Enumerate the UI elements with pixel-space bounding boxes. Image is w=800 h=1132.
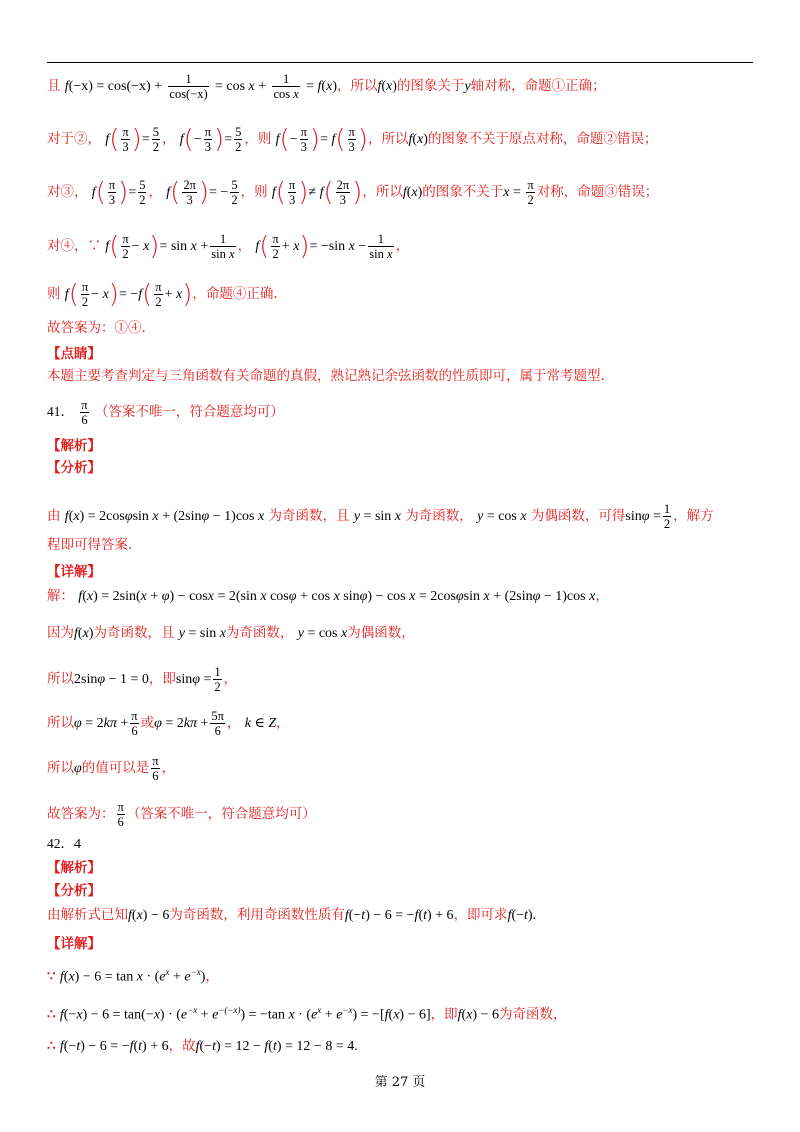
text-fragment: ，即	[148, 671, 176, 687]
text-fragment: 为奇函数，且	[268, 508, 350, 524]
text-lead: 对③，	[47, 184, 88, 200]
dianjing-text: 本题主要考查判定与三角函数有关命题的真假，熟记熟记余弦函数的性质即可，属于常考题型.	[47, 368, 605, 384]
text-lead: 则	[47, 286, 61, 302]
tag-xiangjie-42: 【详解】	[47, 936, 101, 952]
xiangjie-41-line-4: 所以φ = 2kπ + $\frac{\pi}{6}$ 或φ = 2kπ + $\frac{5\pi}{6}$ ， k ∈ Z，	[47, 709, 290, 738]
text-fragment: 因为	[47, 625, 74, 641]
tag-xiangjie-41: 【详解】	[47, 564, 101, 580]
text-fragment: ，故	[168, 1038, 196, 1054]
text-fragment: 为奇函数，	[498, 1006, 567, 1023]
xiangjie-42-line-1: ∵ $f(x) - 6 = \tan x \cdot (e^x + e^{-x})$，	[47, 967, 219, 985]
text-fragment: 为奇函数，	[405, 508, 473, 524]
text-conclusion: ，命题④正确.	[192, 286, 278, 302]
fenxi-42-line: 由解析式已知f(x) − 6为奇函数，利用奇函数性质有f(−t) − 6 = −f(t) + 6，即可求f(−t).	[47, 907, 537, 923]
xiangjie-41-line-1: 解： f(x) = 2sin(x + φ) − cosx = 2(sin x cosφ + cos x sinφ) − cos x = 2cosφsin x + (2sinφ − 1)cos x，	[47, 588, 609, 604]
text-lead: 对④，∵	[47, 238, 101, 254]
text-fragment: 或	[140, 715, 155, 731]
line-proof-3: 对③， f( $\frac{\pi}{3}$ )= $\frac{5}{2}$ ， f( $\frac{2\pi}{3}$ )= − $\frac{5}{2}$ ，则 f( $\frac{\pi}{3}$ )≠ f( $\frac{2\pi}{3}$ )，所以f(x)的图象不关于x = $\frac{\pi}{2}$ 对称，命题③错误；	[47, 177, 659, 208]
fenxi-41-line-2: 程即可得答案.	[47, 537, 133, 553]
xiangjie-41-line-3: 所以2sinφ − 1 = 0，即sinφ = $\frac{1}{2}$ ，	[47, 665, 238, 694]
text-fragment: 解：	[47, 588, 74, 604]
text-fragment: 所以	[47, 715, 74, 731]
line-proof-2: 对于②， f( $\frac{\pi}{3}$ )= $\frac{5}{2}$ ， f(− $\frac{\pi}{3}$ )= $\frac{5}{2}$ ，则 f(− $\frac{\pi}{3}$ )= f( $\frac{\pi}{3}$ )，所以f(x)的图象不关于原点对称，命题②错误；	[47, 124, 658, 155]
question-42-answer	[47, 834, 753, 855]
answer-40: 故答案为：①④.	[47, 320, 146, 336]
text-fragment: 为偶函数，	[347, 625, 415, 641]
answer-value: 4	[74, 837, 81, 852]
text-fragment: 所以	[47, 760, 74, 776]
fenxi-41-line-1: 由 f(x) = 2cosφsin x + (2sinφ − 1)cos x 为奇函数，且 y = sin x 为奇函数， y = cos x 为偶函数，可得sinφ = $\frac{1}{2}$ ，解方	[47, 502, 714, 531]
line-proof-4: 对④，∵ f( $\frac{\pi}{2}$ − x)= sin x + $\frac{1}{\text{sin x}}$ ， f( $\frac{\pi}{2}$ + x)= −sin x − $\frac{1}{\text{sin x}}$ ，	[47, 231, 410, 262]
text-fragment: ，即	[430, 1006, 458, 1023]
tag-jiexi-42: 【解析】	[47, 860, 101, 876]
text-fragment: ，即可求	[453, 907, 508, 923]
question-41-answer: 41． $\frac{\pi}{6}$ （答案不唯一，符合题意均可）	[47, 398, 284, 427]
answer-41: 故答案为： $\frac{\pi}{6}$ （答案不唯一，符合题意均可）	[47, 800, 316, 829]
text-fragment: 为奇函数，利用奇函数性质有	[169, 907, 345, 923]
xiangjie-42-line-2: ∴ $f(-x) - 6 = \tan(-x) \cdot (e^{-x} + e^{-(-x)}) = -\tan$ $x \cdot (e^x + e^{-x}) = -[f(x) - 6]$，即f(x) − 6为奇函数，	[47, 1005, 567, 1023]
tag-fenxi-41: 【分析】	[47, 460, 101, 476]
text-fragment: 为偶函数，可得	[530, 508, 626, 524]
tag-fenxi-42: 【分析】	[47, 883, 101, 899]
xiangjie-41-line-2: 因为f(x)为奇函数，且 y = sin x为奇函数， y = cos x为偶函数，	[47, 625, 415, 641]
text-fragment: 为奇函数，且	[93, 625, 175, 641]
text-fragment: ，解方	[673, 508, 714, 524]
text-fragment: 由解析式已知	[47, 907, 128, 923]
text-fragment: 为奇函数，	[225, 625, 294, 641]
text-lead: 对于②，	[47, 131, 101, 147]
text-fragment: 的值可以是	[81, 760, 150, 776]
text-fragment: 由	[47, 508, 61, 524]
line-proof-1: 且 f(−x) = cos(−x) + $\frac{1}{\cos(-x)}$ = cos x + $\frac{1}{\text{cos x}}$ = f(x)，所以f(x)的图象关于y轴对称，命题①正确；	[47, 72, 606, 101]
xiangjie-42-line-3: ∴ f(−t) − 6 = −f(t) + 6，故f(−t) = 12 − f(t) = 12 − 8 = 4.	[47, 1038, 358, 1054]
xiangjie-41-line-5: 所以φ的值可以是 $\frac{\pi}{6}$ ，	[47, 754, 176, 783]
question-number: 42．	[47, 836, 74, 851]
text-lead: 且	[47, 78, 61, 94]
tag-jiexi-41: 【解析】	[47, 438, 101, 454]
answer-note: （答案不唯一，符合题意均可）	[94, 404, 284, 420]
page-footer: 第 27 页	[374, 1075, 426, 1090]
question-number: 41．	[47, 404, 74, 419]
tag-dianjing: 【点睛】	[47, 346, 101, 362]
line-proof-5: 则 f( $\frac{\pi}{2}$ − x)= −f( $\frac{\pi}{2}$ + x)，命题④正确.	[47, 279, 278, 310]
text-fragment: （答案不唯一，符合题意均可）	[126, 806, 316, 822]
text-fragment: 故答案为：	[47, 806, 115, 822]
header-rule	[47, 62, 753, 63]
text-fragment: 所以	[47, 671, 74, 687]
